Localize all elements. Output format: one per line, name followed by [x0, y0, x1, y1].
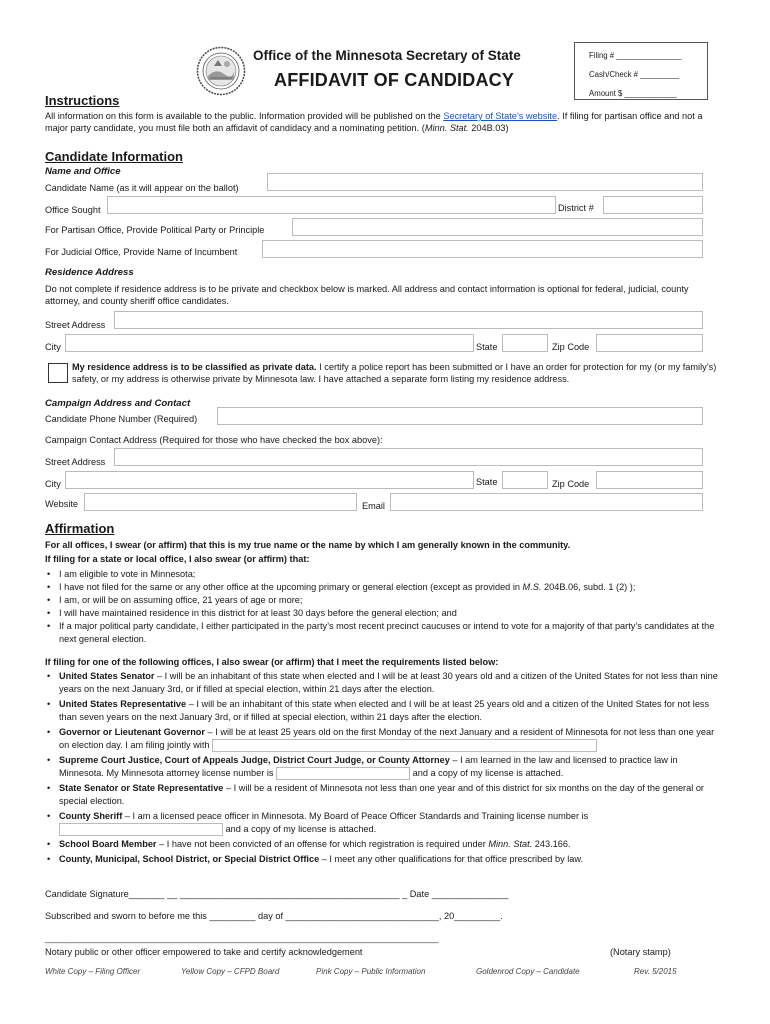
list-item: • If a major political party candidate, I either participated in the party’s most recent precinct caucuses or intend to vote for a majority of that party’s candidates at the next general election. — [45, 620, 725, 646]
affirmation-heading: Affirmation — [45, 521, 115, 536]
campaign-contact-label: Campaign Contact Address (Required for those who have checked the box above): — [45, 435, 383, 445]
website-label: Website — [45, 499, 79, 509]
candidate-name-input[interactable] — [267, 173, 703, 191]
political-party-label: For Partisan Office, Provide Political Party or Principle — [45, 225, 265, 235]
peace-officer-license-input[interactable] — [59, 823, 223, 836]
state-label: State — [476, 342, 498, 352]
website-input[interactable] — [84, 493, 357, 511]
residence-note: Do not complete if residence address is to be private and checkbox below is marked. All address and contact information is optional for federal, judicial, county attorney, and county sheriff office candidates. — [45, 284, 689, 307]
list-item: • United States Representative – I will be an inhabitant of this state when elected and I will be at least 25 years old and a citizen of the United States for not less than seven years on the next January 3rd, or if filled at special election, within 21 days after the election. — [45, 698, 725, 724]
zip-code-label: Zip Code — [552, 342, 590, 352]
street-address-label: Street Address — [45, 320, 106, 330]
campaign-state-input[interactable] — [502, 471, 548, 489]
office-sought-input[interactable] — [107, 196, 556, 214]
candidate-signature-line[interactable]: Candidate Signature_______ __ ___________________________________________ _ Date _______________ — [45, 889, 509, 899]
campaign-street-input[interactable] — [114, 448, 703, 466]
cash-check-line: Cash/Check # _________ — [589, 70, 680, 79]
office-requirements-list — [45, 670, 725, 866]
residence-address-heading: Residence Address — [45, 267, 134, 278]
email-label: Email — [362, 501, 385, 511]
list-item: • School Board Member – I have not been convicted of an offense for which registration is required under Minn. Stat. 243.166. — [45, 838, 725, 851]
instructions-heading: Instructions — [45, 93, 120, 108]
district-input[interactable] — [603, 196, 703, 214]
candidate-info-heading: Candidate Information — [45, 149, 183, 164]
list-item: • I have not filed for the same or any other office at the upcoming primary or general election (except as provided in M.S. 204B.06, subd. 1 (2) ); — [45, 581, 725, 594]
phone-label: Candidate Phone Number (Required) — [45, 414, 198, 424]
private-address-text: My residence address is to be classified as private data. I certify a police report has been submitted or I have an order for protection for my (or my family’s) safety, or my address is otherwise private by Minnesota law. I have attached a separate form listing my residence address. — [72, 362, 717, 385]
footer-white-copy: White Copy – Filing Officer — [45, 967, 141, 976]
office-use-box — [574, 42, 708, 100]
city-label: City — [45, 342, 61, 352]
minnesota-state-seal-icon — [196, 46, 246, 96]
footer-yellow-copy: Yellow Copy – CFPD Board — [181, 967, 280, 976]
list-item: • State Senator or State Representative – I will be a resident of Minnesota not less than one year and of this district for six months on the day of the general or special election. — [45, 782, 725, 808]
form-title: AFFIDAVIT OF CANDIDACY — [274, 70, 515, 90]
residence-city-input[interactable] — [65, 334, 474, 352]
residence-zip-input[interactable] — [596, 334, 703, 352]
subscribed-sworn-line[interactable]: Subscribed and sworn to before me this _________ day of ______________________________, 20_________. — [45, 911, 503, 921]
email-input[interactable] — [390, 493, 703, 511]
notary-signature-line[interactable]: _____________________________________________________________________________ — [45, 933, 439, 943]
footer-revision: Rev. 5/2015 — [634, 967, 677, 976]
candidate-name-label: Candidate Name (as it will appear on the ballot) — [45, 183, 239, 193]
private-address-checkbox[interactable] — [48, 363, 68, 383]
campaign-zip-label: Zip Code — [552, 479, 590, 489]
office-sought-label: Office Sought — [45, 205, 101, 215]
state-local-affirmation: If filing for a state or local office, I also swear (or affirm) that: — [45, 554, 310, 564]
campaign-city-input[interactable] — [65, 471, 474, 489]
incumbent-label: For Judicial Office, Provide Name of Incumbent — [45, 247, 238, 257]
footer-goldenrod-copy: Goldenrod Copy – Candidate — [476, 967, 580, 976]
general-requirements-list — [45, 568, 725, 646]
residence-street-input[interactable] — [114, 311, 703, 329]
instructions-text: All information on this form is available to the public. Information provided will be published on the Secretary of State’s website. If filing for partisan office and not a major party candidate, you must file both an affidavit of candidacy and a nominating petition. (Minn. Stat. 204B.03) — [45, 111, 703, 134]
list-item: • Governor or Lieutenant Governor – I will be at least 25 years old on the first Monday of the next January and a resident of Minnesota for not less than one year on election day. I am filing jointly with — [45, 726, 725, 752]
notary-stamp-label: (Notary stamp) — [610, 947, 671, 957]
campaign-zip-input[interactable] — [596, 471, 703, 489]
list-item: • Supreme Court Justice, Court of Appeals Judge, District Court Judge, or County Attorney – I am learned in the law and licensed to practice law in Minnesota. My Minnesota attorney license number is and a copy of my license is attached. — [45, 754, 725, 780]
all-offices-affirmation: For all offices, I swear (or affirm) that this is my true name or the name by which I am generally known in the community. — [45, 540, 571, 550]
joint-filer-input[interactable] — [212, 739, 597, 752]
list-item: • I will have maintained residence in this district for at least 30 days before the general election; and — [45, 607, 725, 620]
sos-website-link[interactable]: Secretary of State’s website — [443, 111, 558, 121]
amount-line: Amount $ ____________ — [589, 89, 677, 98]
campaign-contact-heading: Campaign Address and Contact — [45, 398, 191, 409]
campaign-city-label: City — [45, 479, 61, 489]
incumbent-input[interactable] — [262, 240, 703, 258]
campaign-street-label: Street Address — [45, 457, 106, 467]
district-label: District # — [558, 203, 594, 213]
list-item: • County, Municipal, School District, or Special District Office – I meet any other qualifications for that office prescribed by law. — [45, 853, 725, 866]
following-offices-affirmation: If filing for one of the following offices, I also swear (or affirm) that I meet the requirements listed below: — [45, 657, 499, 667]
filing-number-line: Filing # _______________ — [589, 51, 682, 60]
list-item: • I am eligible to vote in Minnesota; — [45, 568, 725, 581]
campaign-state-label: State — [476, 477, 498, 487]
attorney-license-input[interactable] — [276, 767, 410, 780]
political-party-input[interactable] — [292, 218, 703, 236]
notary-label: Notary public or other officer empowered to take and certify acknowledgement — [45, 947, 363, 957]
office-title: Office of the Minnesota Secretary of State — [253, 48, 521, 63]
phone-input[interactable] — [217, 407, 703, 425]
residence-state-input[interactable] — [502, 334, 548, 352]
name-office-heading: Name and Office — [45, 166, 121, 177]
list-item: • United States Senator – I will be an inhabitant of this state when elected and I will be at least 30 years old and a citizen of the United States for not less than nine years on the next January 3rd, or if filled at special election, within 21 days after the election. — [45, 670, 725, 696]
list-item: • I am, or will be on assuming office, 21 years of age or more; — [45, 594, 725, 607]
footer-pink-copy: Pink Copy – Public Information — [316, 967, 426, 976]
list-item: • County Sheriff – I am a licensed peace officer in Minnesota. My Board of Peace Officer Standards and Training license number is and a copy of my license is attached. — [45, 810, 725, 836]
